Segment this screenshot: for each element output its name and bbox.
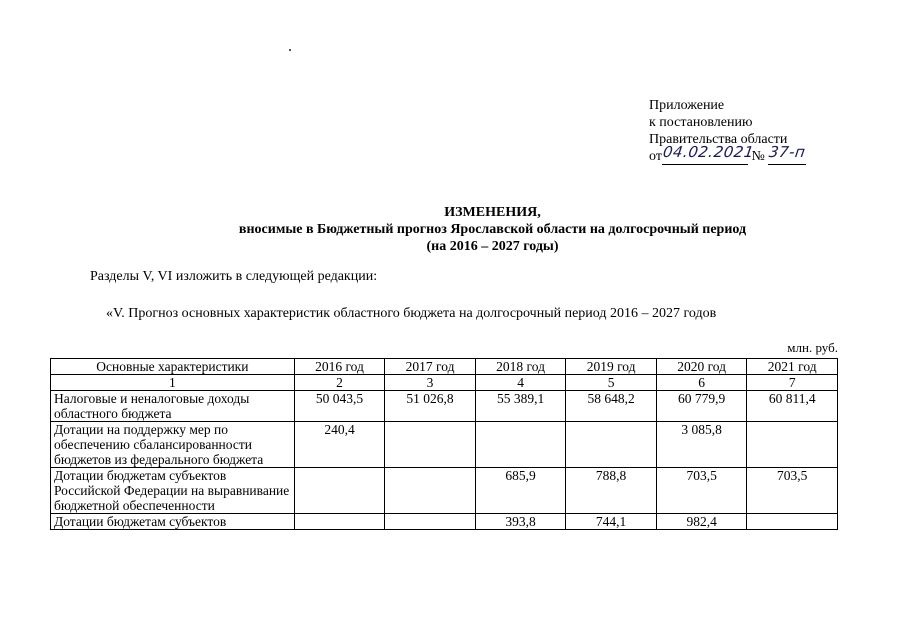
scan-speck	[289, 49, 291, 51]
index-cell: 4	[475, 375, 566, 391]
header-cell: 2016 год	[294, 359, 385, 375]
budget-table	[50, 358, 838, 530]
value-cell	[385, 422, 476, 468]
title-line-3: (на 2016 – 2027 годы)	[426, 239, 559, 254]
value-cell	[294, 514, 385, 530]
value-cell: 393,8	[475, 514, 566, 530]
value-cell: 703,5	[747, 468, 838, 514]
header-cell: 2017 год	[385, 359, 476, 375]
row-name-cell: Дотации на поддержку мер по обеспечению сбалансированности бюджетов из федерального бюджета	[51, 422, 295, 468]
appendix-block	[649, 97, 806, 165]
row-name-cell: Налоговые и неналоговые доходы областного бюджета	[51, 391, 295, 422]
number-label: №	[751, 149, 765, 164]
row-name-cell: Дотации бюджетам субъектов Российской Федерации на выравнивание бюджетной обеспеченности	[51, 468, 295, 514]
index-cell: 7	[747, 375, 838, 391]
table-index-row	[51, 375, 838, 391]
date-field	[661, 143, 756, 165]
table-row	[51, 514, 838, 530]
title-line-1: ИЗМЕНЕНИЯ,	[444, 205, 541, 220]
value-cell	[566, 422, 657, 468]
number-field	[768, 143, 807, 165]
from-label: от	[649, 149, 662, 164]
index-cell: 1	[51, 375, 295, 391]
value-cell	[294, 468, 385, 514]
value-cell: 788,8	[566, 468, 657, 514]
document-title	[0, 204, 905, 255]
table-row	[51, 391, 838, 422]
value-cell	[385, 468, 476, 514]
value-cell: 58 648,2	[566, 391, 657, 422]
index-cell: 3	[385, 375, 476, 391]
value-cell	[385, 514, 476, 530]
header-cell: Основные характеристики	[51, 359, 295, 375]
header-cell: 2019 год	[566, 359, 657, 375]
index-cell: 5	[566, 375, 657, 391]
value-cell: 982,4	[656, 514, 747, 530]
value-cell	[747, 422, 838, 468]
appendix-line-2: к постановлению	[649, 115, 753, 130]
header-cell: 2020 год	[656, 359, 747, 375]
table-row	[51, 468, 838, 514]
header-cell: 2018 год	[475, 359, 566, 375]
value-cell	[747, 514, 838, 530]
value-cell: 60 811,4	[747, 391, 838, 422]
row-name-cell: Дотации бюджетам субъектов	[51, 514, 295, 530]
value-cell: 703,5	[656, 468, 747, 514]
value-cell: 240,4	[294, 422, 385, 468]
value-cell: 50 043,5	[294, 391, 385, 422]
value-cell: 744,1	[566, 514, 657, 530]
table-header-row	[51, 359, 838, 375]
value-cell: 3 085,8	[656, 422, 747, 468]
intro-text: Разделы V, VI изложить в следующей редакции:	[90, 269, 378, 284]
header-cell: 2021 год	[747, 359, 838, 375]
value-cell	[475, 422, 566, 468]
handwritten-number: 37-п	[768, 143, 807, 161]
section-title: «V. Прогноз основных характеристик областного бюджета на долгосрочный период 2016 – 2027 годов	[106, 306, 717, 321]
appendix-date-number-line	[649, 143, 807, 165]
index-cell: 6	[656, 375, 747, 391]
value-cell: 60 779,9	[656, 391, 747, 422]
table-row	[51, 422, 838, 468]
appendix-line-1: Приложение	[649, 98, 725, 113]
value-cell: 55 389,1	[475, 391, 566, 422]
title-line-2: вносимые в Бюджетный прогноз Ярославской области на долгосрочный период	[238, 222, 747, 237]
unit-label: млн. руб.	[787, 340, 838, 355]
value-cell: 51 026,8	[385, 391, 476, 422]
index-cell: 2	[294, 375, 385, 391]
value-cell: 685,9	[475, 468, 566, 514]
handwritten-date: 04.02.2021	[661, 143, 756, 161]
appendix-line-3: Правительства области	[649, 132, 788, 147]
